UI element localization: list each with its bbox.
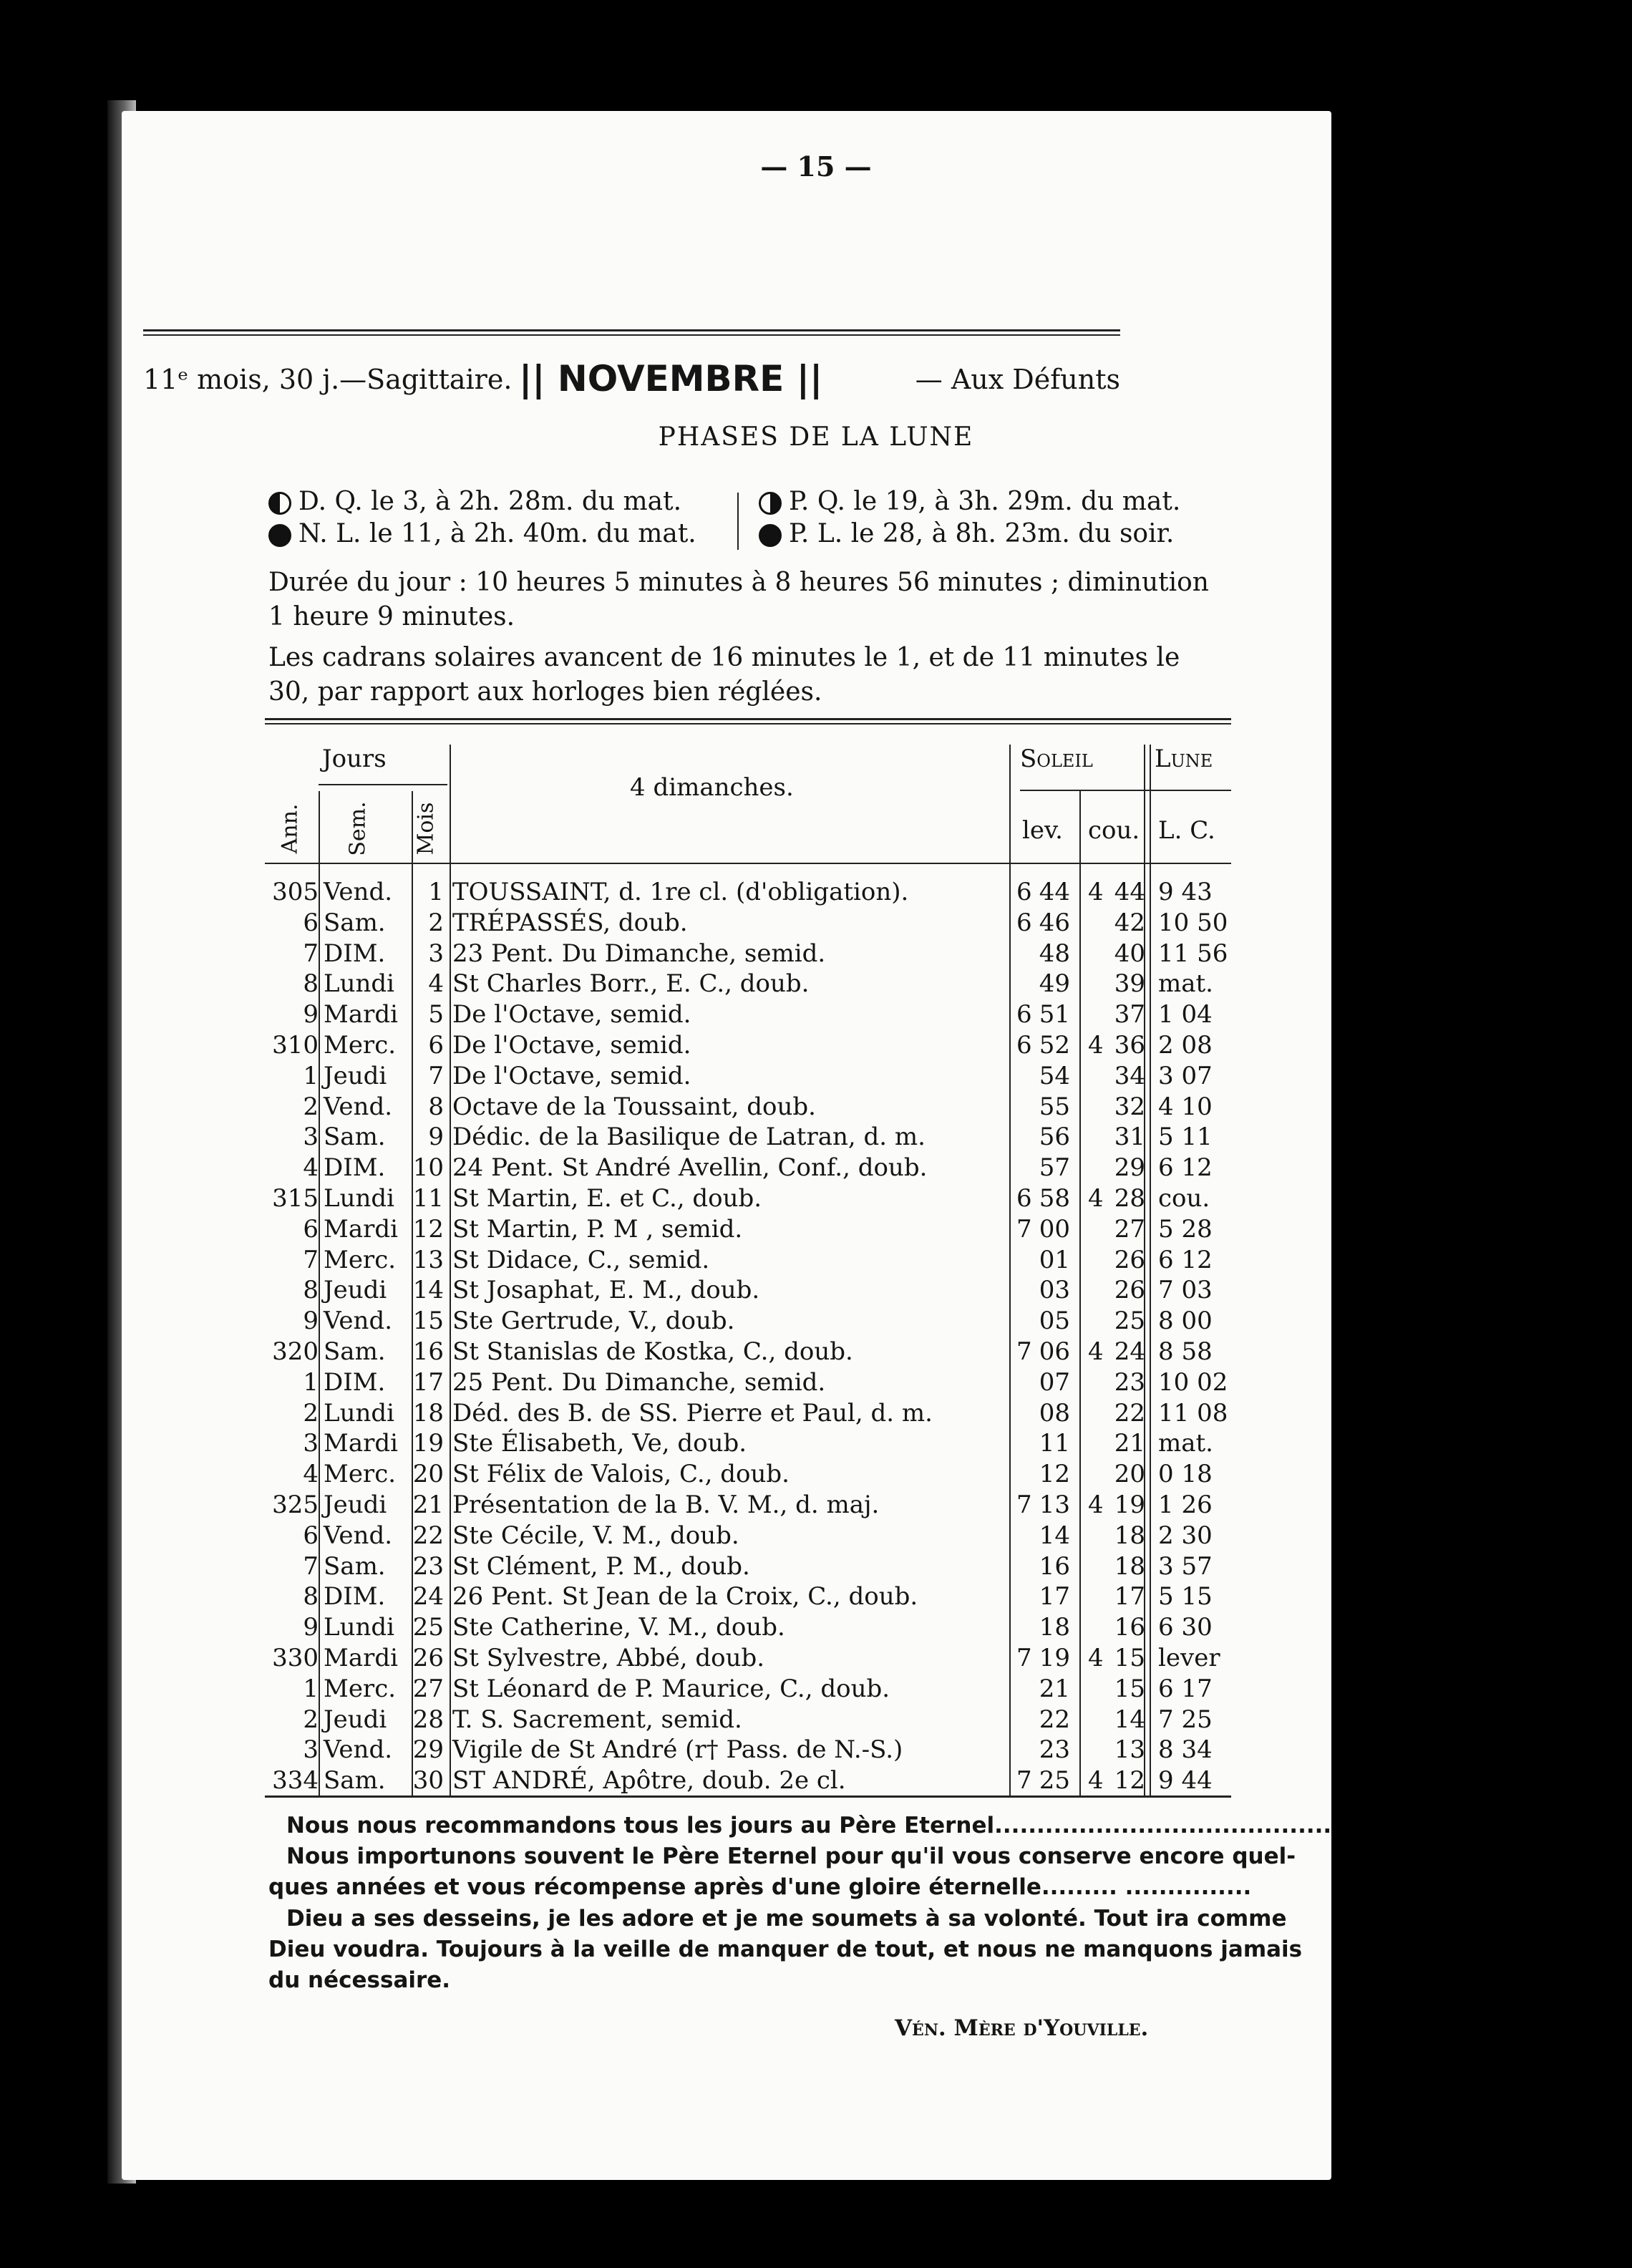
cell-moon: mat.	[1158, 969, 1213, 999]
table-row	[265, 999, 1231, 1030]
footer-line-2: Nous importunons souvent le Père Eternel pour qu'il vous conserve encore quel-	[286, 1843, 1296, 1869]
cell-feast: St Clément, P. M., doub.	[452, 1551, 750, 1581]
cell-feast: T. S. Sacrement, semid.	[452, 1705, 742, 1734]
cell-feast: De l'Octave, semid.	[452, 1061, 691, 1090]
cell-feast: Déd. des B. de SS. Pierre et Paul, d. m.	[452, 1398, 933, 1428]
cell-feast: St Sylvestre, Abbé, doub.	[452, 1644, 765, 1672]
phase-divider	[737, 493, 739, 550]
month-dedication: — Aux Défunts	[915, 364, 1120, 395]
cell-set-m: 42	[1114, 908, 1145, 937]
cell-sun-m: 49	[1039, 969, 1070, 999]
last-quarter-moon-icon	[268, 492, 291, 515]
full-moon-icon	[759, 524, 782, 547]
cell-ann: 6	[303, 908, 319, 937]
cell-feast: Vigile de St André (r† Pass. de N.-S.)	[452, 1735, 903, 1765]
cell-sem: Vend.	[324, 878, 393, 906]
cell-feast: TRÉPASSÉS, doub.	[452, 908, 688, 937]
cell-ann: 3	[303, 1429, 319, 1458]
cell-feast: ST ANDRÉ, Apôtre, doub. 2e cl.	[452, 1766, 846, 1796]
cell-mois: 2	[428, 908, 444, 937]
cell-sem: Sam.	[324, 908, 386, 937]
cell-set-m: 13	[1114, 1735, 1145, 1765]
cell-mois: 3	[428, 939, 444, 968]
cell-ann: 334	[272, 1766, 319, 1796]
cell-sun-m: 21	[1039, 1674, 1070, 1703]
cell-set-m: 27	[1114, 1214, 1145, 1244]
cell-moon: 2 08	[1158, 1031, 1213, 1060]
cell-mois: 30	[412, 1766, 444, 1796]
cell-sem: Sam.	[324, 1337, 386, 1366]
cell-mois: 7	[428, 1061, 444, 1090]
footer-line-6: du nécessaire.	[268, 1967, 451, 1993]
table-bottom-rule	[265, 1796, 1231, 1798]
ann-header: Ann.	[277, 803, 303, 854]
cell-set-m: 15	[1114, 1674, 1145, 1703]
cell-sun-h: 6	[1016, 908, 1032, 937]
footer-line-5: Dieu voudra. Toujours à la veille de manquer de tout, et nous ne manquons jamais	[268, 1937, 1303, 1962]
table-row	[265, 1490, 1231, 1521]
cell-set-m: 14	[1114, 1705, 1145, 1734]
cell-sun-m: 48	[1039, 939, 1070, 968]
table-row	[265, 1092, 1231, 1123]
cell-set-m: 22	[1114, 1398, 1145, 1428]
cell-sem: Mardi	[324, 1214, 398, 1244]
table-row	[265, 1183, 1231, 1214]
cell-ann: 9	[303, 1307, 319, 1336]
cell-moon: 10 50	[1158, 908, 1228, 937]
cell-set-h: 4	[1088, 1031, 1104, 1060]
first-quarter-moon-icon	[759, 492, 782, 515]
cell-sun-h: 6	[1016, 1031, 1032, 1060]
cell-ann: 1	[303, 1367, 319, 1397]
cell-mois: 21	[412, 1491, 444, 1519]
cell-sun-m: 46	[1039, 908, 1070, 937]
cell-feast: Ste Élisabeth, Ve, doub.	[452, 1429, 747, 1458]
cell-set-m: 21	[1114, 1429, 1145, 1458]
cell-set-m: 32	[1114, 1092, 1145, 1121]
cell-set-m: 18	[1114, 1521, 1145, 1550]
cell-mois: 14	[412, 1276, 444, 1305]
cell-sun-m: 57	[1039, 1153, 1070, 1183]
cell-mois: 29	[412, 1735, 444, 1765]
cell-feast: St Martin, E. et C., doub.	[452, 1184, 762, 1213]
cell-moon: 9 43	[1158, 878, 1213, 906]
cell-feast: De l'Octave, semid.	[452, 1000, 691, 1029]
cell-ann: 2	[303, 1092, 319, 1121]
cell-moon: lever	[1158, 1644, 1220, 1672]
cell-sun-m: 17	[1039, 1582, 1070, 1612]
table-row	[265, 1337, 1231, 1367]
cell-ann: 7	[303, 1245, 319, 1274]
cell-sun-m: 56	[1039, 1123, 1070, 1152]
cell-mois: 18	[412, 1398, 444, 1428]
month-info: 11ᵉ mois, 30 j.—Sagittaire.	[143, 364, 513, 395]
cell-ann: 9	[303, 1000, 319, 1029]
signature: Vén. Mère d'Youville.	[895, 2015, 1149, 2041]
cell-moon: 5 11	[1158, 1123, 1213, 1152]
sundial-text: Les cadrans solaires avancent de 16 minutes le 1, et de 11 minutes le 30, par rapport aux horloges bien réglées.	[268, 643, 1180, 707]
soleil-lune-rule	[1020, 790, 1231, 791]
cell-ann: 1	[303, 1674, 319, 1703]
cell-sun-h: 7	[1016, 1644, 1032, 1672]
jours-rule	[319, 784, 447, 785]
cell-sem: DIM.	[324, 1153, 386, 1183]
cell-sun-m: 18	[1039, 1613, 1070, 1642]
cell-feast: St Félix de Valois, C., doub.	[452, 1460, 790, 1489]
month-title: || NOVEMBRE ||	[519, 358, 823, 399]
table-row	[265, 1674, 1231, 1705]
cell-ann: 6	[303, 1214, 319, 1244]
table-row	[265, 1245, 1231, 1276]
table-row	[265, 1612, 1231, 1643]
cell-mois: 27	[412, 1674, 444, 1703]
cell-mois: 23	[412, 1551, 444, 1581]
cell-moon: cou.	[1158, 1184, 1210, 1213]
header-bottom-rule	[265, 863, 1231, 864]
cell-moon: 5 15	[1158, 1582, 1213, 1612]
cell-mois: 20	[412, 1460, 444, 1489]
cell-sun-m: 00	[1039, 1214, 1070, 1244]
cell-sun-m: 03	[1039, 1276, 1070, 1305]
cell-ann: 8	[303, 969, 319, 999]
cell-sun-m: 07	[1039, 1367, 1070, 1397]
table-row	[265, 908, 1231, 939]
cell-sem: Lundi	[324, 969, 395, 999]
cell-set-h: 4	[1088, 1337, 1104, 1366]
table-row	[265, 1581, 1231, 1612]
cell-sun-m: 22	[1039, 1705, 1070, 1734]
cell-sem: Sam.	[324, 1123, 386, 1152]
cell-sun-h: 6	[1016, 1184, 1032, 1213]
cell-moon: 8 34	[1158, 1735, 1213, 1765]
cou-header: cou.	[1088, 816, 1140, 845]
table-row	[265, 1428, 1231, 1459]
cell-set-h: 4	[1088, 1766, 1104, 1796]
cell-sun-h: 6	[1016, 878, 1032, 906]
cell-moon: 8 58	[1158, 1337, 1213, 1366]
cell-sem: DIM.	[324, 1582, 386, 1612]
cell-sem: Vend.	[324, 1735, 393, 1765]
cell-sem: Mardi	[324, 1000, 398, 1029]
cell-set-m: 26	[1114, 1245, 1145, 1274]
cell-mois: 26	[412, 1644, 444, 1672]
cell-feast: 23 Pent. Du Dimanche, semid.	[452, 939, 826, 968]
cell-set-h: 4	[1088, 1491, 1104, 1519]
cell-set-m: 29	[1114, 1153, 1145, 1183]
cell-sem: Mardi	[324, 1429, 398, 1458]
table-row	[265, 1398, 1231, 1429]
cell-set-h: 4	[1088, 878, 1104, 906]
table-row	[265, 969, 1231, 999]
cell-set-h: 4	[1088, 1184, 1104, 1213]
day-length-text: Durée du jour : 10 heures 5 minutes à 8 heures 56 minutes ; diminution 1 heure 9 minutes.	[268, 568, 1209, 631]
cell-sem: Mardi	[324, 1644, 398, 1672]
cell-sun-m: 55	[1039, 1092, 1070, 1121]
cell-sun-m: 23	[1039, 1735, 1070, 1765]
cell-mois: 11	[412, 1184, 444, 1213]
soleil-header: Soleil	[1020, 745, 1093, 773]
cell-mois: 19	[412, 1429, 444, 1458]
cell-mois: 17	[412, 1367, 444, 1397]
cell-sem: Vend.	[324, 1092, 393, 1121]
cell-set-m: 28	[1114, 1184, 1145, 1213]
cell-sem: Merc.	[324, 1674, 397, 1703]
table-row	[265, 1061, 1231, 1092]
cell-ann: 8	[303, 1582, 319, 1612]
table-row	[265, 1275, 1231, 1306]
cell-feast: St Martin, P. M , semid.	[452, 1214, 743, 1244]
cell-sun-m: 58	[1039, 1184, 1070, 1213]
cell-sun-m: 51	[1039, 1000, 1070, 1029]
cell-sem: Lundi	[324, 1398, 395, 1428]
cell-set-m: 26	[1114, 1276, 1145, 1305]
cell-moon: 6 30	[1158, 1613, 1213, 1642]
cell-set-m: 15	[1114, 1644, 1145, 1672]
cell-feast: 26 Pent. St Jean de la Croix, C., doub.	[452, 1582, 918, 1612]
cell-mois: 1	[428, 878, 444, 906]
cell-sun-m: 01	[1039, 1245, 1070, 1274]
cell-moon: 11 56	[1158, 939, 1228, 968]
cell-set-m: 19	[1114, 1491, 1145, 1519]
cell-feast: TOUSSAINT, d. 1re cl. (d'obligation).	[452, 878, 909, 906]
dimanches-header: 4 dimanches.	[630, 773, 794, 802]
cell-moon: 1 26	[1158, 1491, 1213, 1519]
cell-sun-m: 06	[1039, 1337, 1070, 1366]
cell-sem: Jeudi	[324, 1705, 387, 1734]
cell-moon: 3 07	[1158, 1061, 1213, 1090]
header-top-rule	[143, 329, 1120, 336]
phase-first-quarter: P. Q. le 19, à 3h. 29m. du mat.	[759, 487, 1180, 516]
cell-moon: 10 02	[1158, 1367, 1228, 1397]
table-row	[265, 1122, 1231, 1153]
cell-feast: St Léonard de P. Maurice, C., doub.	[452, 1674, 890, 1703]
table-row	[265, 1765, 1231, 1796]
cell-sun-m: 14	[1039, 1521, 1070, 1550]
cell-sun-m: 25	[1039, 1766, 1070, 1796]
cell-sem: Sam.	[324, 1766, 386, 1796]
cell-sem: DIM.	[324, 939, 386, 968]
new-moon-icon	[268, 524, 291, 547]
cell-set-m: 44	[1114, 878, 1145, 906]
cell-sem: Vend.	[324, 1307, 393, 1336]
cell-sun-m: 13	[1039, 1491, 1070, 1519]
page-number: — 15 —	[760, 150, 872, 183]
cell-moon: 7 03	[1158, 1276, 1213, 1305]
cell-sem: Merc.	[324, 1245, 397, 1274]
cell-sun-m: 16	[1039, 1551, 1070, 1581]
mois-header: Mois	[413, 802, 439, 856]
cell-mois: 10	[412, 1153, 444, 1183]
cell-moon: 0 18	[1158, 1460, 1213, 1489]
jours-header: Jours	[322, 745, 387, 773]
lune-header: Lune	[1155, 745, 1213, 773]
table-row	[265, 1367, 1231, 1398]
cell-mois: 22	[412, 1521, 444, 1550]
cell-mois: 12	[412, 1214, 444, 1244]
cell-feast: St Charles Borr., E. C., doub.	[452, 969, 810, 999]
cell-feast: Présentation de la B. V. M., d. maj.	[452, 1491, 880, 1519]
cell-sem: DIM.	[324, 1367, 386, 1397]
phases-title: PHASES DE LA LUNE	[658, 422, 974, 452]
cell-sun-m: 52	[1039, 1031, 1070, 1060]
cell-set-m: 20	[1114, 1460, 1145, 1489]
cell-ann: 2	[303, 1398, 319, 1428]
phase-last-quarter: D. Q. le 3, à 2h. 28m. du mat.	[268, 487, 681, 516]
cell-ann: 4	[303, 1460, 319, 1489]
cell-moon: 5 28	[1158, 1214, 1213, 1244]
cell-mois: 16	[412, 1337, 444, 1366]
phase-new-moon: N. L. le 11, à 2h. 40m. du mat.	[268, 519, 696, 548]
cell-sem: Jeudi	[324, 1276, 387, 1305]
table-row	[265, 1153, 1231, 1183]
cell-set-m: 37	[1114, 1000, 1145, 1029]
lc-header: L. C.	[1158, 816, 1215, 845]
cell-sun-m: 44	[1039, 878, 1070, 906]
cell-sun-h: 7	[1016, 1337, 1032, 1366]
cell-sun-m: 08	[1039, 1398, 1070, 1428]
cell-moon: 2 30	[1158, 1521, 1213, 1550]
table-row	[265, 877, 1231, 908]
table-row	[265, 1705, 1231, 1735]
cell-ann: 305	[272, 878, 319, 906]
cell-feast: Octave de la Toussaint, doub.	[452, 1092, 816, 1121]
cell-feast: 25 Pent. Du Dimanche, semid.	[452, 1367, 826, 1397]
table-row	[265, 939, 1231, 969]
cell-ann: 4	[303, 1153, 319, 1183]
cell-ann: 3	[303, 1123, 319, 1152]
cell-feast: St Stanislas de Kostka, C., doub.	[452, 1337, 853, 1366]
cell-ann: 320	[272, 1337, 319, 1366]
cell-feast: De l'Octave, semid.	[452, 1031, 691, 1060]
lev-header: lev.	[1022, 816, 1063, 845]
cell-sem: Jeudi	[324, 1491, 387, 1519]
cell-mois: 4	[428, 969, 444, 999]
cell-sun-m: 05	[1039, 1307, 1070, 1336]
cell-moon: 8 00	[1158, 1307, 1213, 1336]
cell-sem: Jeudi	[324, 1061, 387, 1090]
table-row	[265, 1306, 1231, 1337]
cell-ann: 1	[303, 1061, 319, 1090]
cell-feast: Ste Cécile, V. M., doub.	[452, 1521, 739, 1550]
table-row	[265, 1643, 1231, 1674]
footer-line-1: Nous nous recommandons tous les jours au Père Eternel........................................	[286, 1813, 1332, 1838]
cell-moon: 7 25	[1158, 1705, 1213, 1734]
cell-ann: 6	[303, 1521, 319, 1550]
cell-feast: 24 Pent. St André Avellin, Conf., doub.	[452, 1153, 928, 1183]
cell-moon: 1 04	[1158, 1000, 1213, 1029]
cell-moon: 4 10	[1158, 1092, 1213, 1121]
cell-moon: 6 12	[1158, 1245, 1213, 1274]
cell-ann: 2	[303, 1705, 319, 1734]
cell-set-h: 4	[1088, 1644, 1104, 1672]
cell-ann: 330	[272, 1644, 319, 1672]
cell-sem: Merc.	[324, 1460, 397, 1489]
cell-sun-m: 12	[1039, 1460, 1070, 1489]
cell-ann: 3	[303, 1735, 319, 1765]
cell-ann: 310	[272, 1031, 319, 1060]
cell-mois: 5	[428, 1000, 444, 1029]
cell-ann: 7	[303, 939, 319, 968]
cell-moon: 6 12	[1158, 1153, 1213, 1183]
cell-mois: 8	[428, 1092, 444, 1121]
cell-moon: mat.	[1158, 1429, 1213, 1458]
cell-set-m: 31	[1114, 1123, 1145, 1152]
cell-sun-m: 54	[1039, 1061, 1070, 1090]
table-row	[265, 1030, 1231, 1061]
cell-ann: 8	[303, 1276, 319, 1305]
cell-set-m: 34	[1114, 1061, 1145, 1090]
cell-set-m: 18	[1114, 1551, 1145, 1581]
cell-feast: Dédic. de la Basilique de Latran, d. m.	[452, 1123, 926, 1152]
cell-sun-m: 19	[1039, 1644, 1070, 1672]
cell-set-m: 36	[1114, 1031, 1145, 1060]
phase-full-moon: P. L. le 28, à 8h. 23m. du soir.	[759, 519, 1174, 548]
cell-set-m: 39	[1114, 969, 1145, 999]
cell-feast: Ste Catherine, V. M., doub.	[452, 1613, 785, 1642]
cell-set-m: 40	[1114, 939, 1145, 968]
footer-line-4: Dieu a ses desseins, je les adore et je me soumets à sa volonté. Tout ira comme	[286, 1906, 1287, 1932]
cell-moon: 3 57	[1158, 1551, 1213, 1581]
cell-set-m: 17	[1114, 1582, 1145, 1612]
cell-mois: 9	[428, 1123, 444, 1152]
cell-sun-h: 7	[1016, 1766, 1032, 1796]
cell-sun-h: 7	[1016, 1491, 1032, 1519]
cell-set-m: 12	[1114, 1766, 1145, 1796]
cell-feast: Ste Gertrude, V., doub.	[452, 1307, 735, 1336]
sem-header: Sem.	[345, 801, 371, 856]
table-row	[265, 1459, 1231, 1490]
table-row	[265, 1214, 1231, 1245]
cell-mois: 6	[428, 1031, 444, 1060]
cell-sun-h: 6	[1016, 1000, 1032, 1029]
table-row	[265, 1735, 1231, 1765]
cell-sem: Merc.	[324, 1031, 397, 1060]
cell-sun-m: 11	[1039, 1429, 1070, 1458]
cell-sem: Vend.	[324, 1521, 393, 1550]
cell-feast: St Josaphat, E. M., doub.	[452, 1276, 760, 1305]
cell-moon: 9 44	[1158, 1766, 1213, 1796]
cell-ann: 7	[303, 1551, 319, 1581]
table-row	[265, 1551, 1231, 1582]
table-row	[265, 1521, 1231, 1551]
cell-set-m: 23	[1114, 1367, 1145, 1397]
cell-moon: 6 17	[1158, 1674, 1213, 1703]
cell-mois: 15	[412, 1307, 444, 1336]
cell-moon: 11 08	[1158, 1398, 1228, 1428]
cell-feast: St Didace, C., semid.	[452, 1245, 710, 1274]
cell-ann: 315	[272, 1184, 319, 1213]
cell-ann: 9	[303, 1613, 319, 1642]
cell-set-m: 25	[1114, 1307, 1145, 1336]
table-top-rule	[265, 718, 1231, 724]
cell-sem: Lundi	[324, 1184, 395, 1213]
cell-set-m: 24	[1114, 1337, 1145, 1366]
cell-set-m: 16	[1114, 1613, 1145, 1642]
cell-sem: Sam.	[324, 1551, 386, 1581]
cell-mois: 24	[412, 1582, 444, 1612]
cell-sun-h: 7	[1016, 1214, 1032, 1244]
cell-sem: Lundi	[324, 1613, 395, 1642]
footer-line-3: ques années et vous récompense après d'une gloire éternelle......... ...............	[268, 1874, 1252, 1900]
cell-mois: 13	[412, 1245, 444, 1274]
cell-mois: 25	[412, 1613, 444, 1642]
cell-ann: 325	[272, 1491, 319, 1519]
cell-mois: 28	[412, 1705, 444, 1734]
